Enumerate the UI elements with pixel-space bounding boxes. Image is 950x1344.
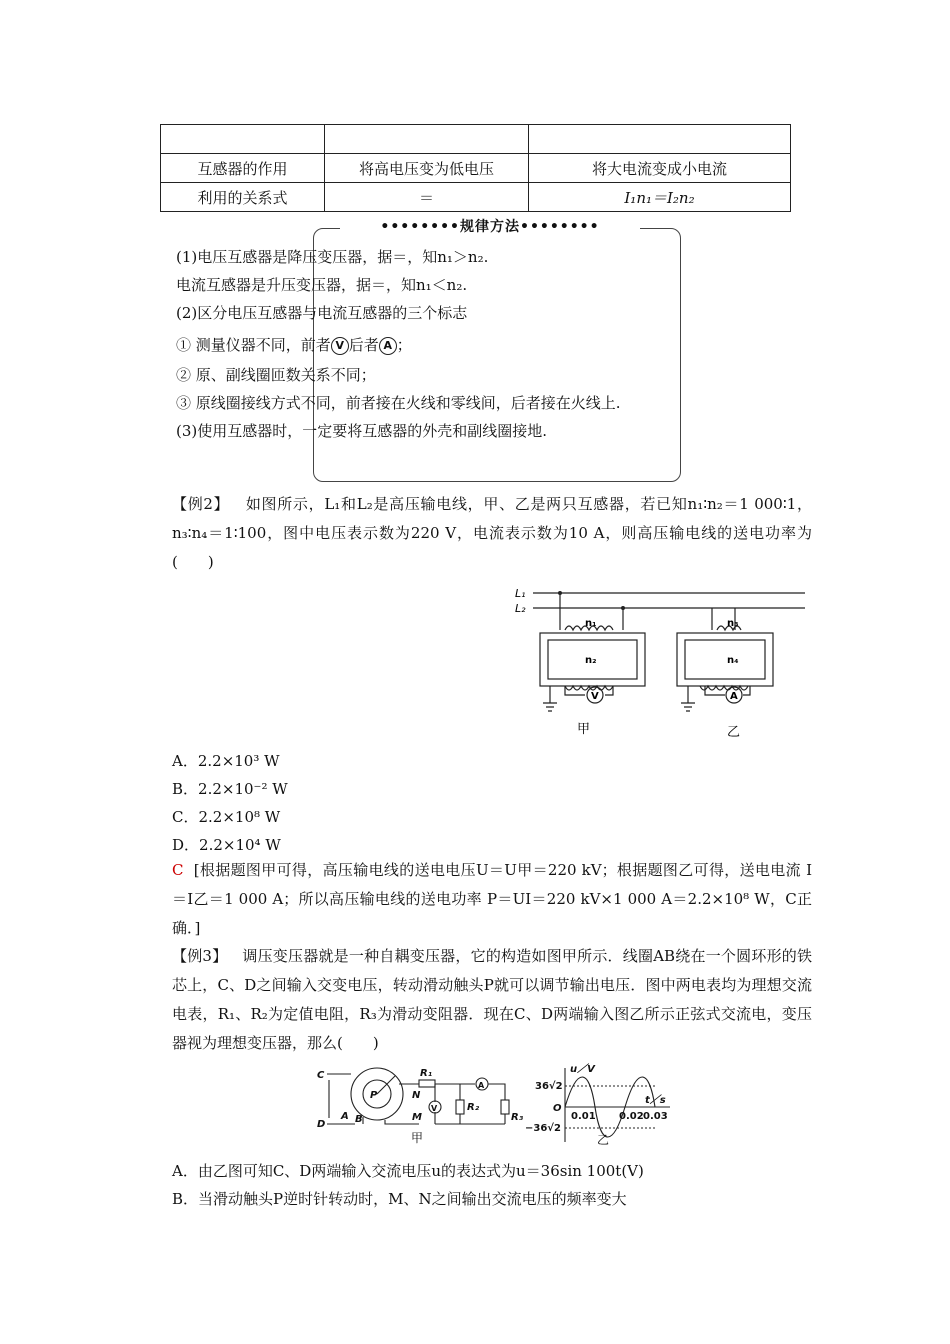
tick-label: 0.01 xyxy=(571,1111,596,1122)
method-text: ① 测量仪器不同，前者 xyxy=(176,336,331,354)
answer-text: [根据题图甲可得，高压输电线的送电电压U＝U甲＝220 kV；根据题图乙可得，送电电流 I＝I乙＝1 000 A；所以高压输电线的送电功率 P＝UI＝220 kV×1 000 A＝2.2×10⁸ W，C正确．] xyxy=(172,861,812,937)
fig-label: n₁ xyxy=(585,618,597,629)
voltmeter-icon: V xyxy=(331,337,349,355)
method-line: 电流互感器是升压变压器，据＝，知n₁＜n₂. xyxy=(176,276,468,294)
fig-label: n₃ xyxy=(727,618,739,629)
example2-label: 【例2】 xyxy=(172,495,230,513)
fig-caption: 乙 xyxy=(597,1133,610,1146)
voltmeter-icon: V xyxy=(591,691,599,702)
fig-label: R₃ xyxy=(511,1112,524,1123)
fig-label: R₂ xyxy=(467,1102,480,1113)
fig-label: R₁ xyxy=(420,1068,433,1079)
fig-label: L₁ xyxy=(515,587,526,600)
option: A．由乙图可知C、D两端输入交流电压u的表达式为u＝36sin 100t(V) xyxy=(172,1162,644,1180)
tick-label: 36√2 xyxy=(535,1081,563,1092)
table-cell: ＝ xyxy=(325,183,529,212)
tick-label: 0.02 xyxy=(619,1111,644,1122)
option: D．2.2×10⁴ W xyxy=(172,836,281,854)
table-row xyxy=(161,183,791,212)
method-text: ； xyxy=(396,336,412,354)
example2-paragraph xyxy=(172,490,812,577)
method-text: 后者 xyxy=(348,336,379,354)
example2-figure xyxy=(505,578,825,743)
example3-paragraph xyxy=(172,942,812,1058)
method-line: (2)区分电压互感器与电流互感器的三个标志 xyxy=(176,304,468,322)
fig-label: B xyxy=(355,1114,363,1125)
table-row xyxy=(161,154,791,183)
ammeter-icon: A xyxy=(379,337,397,355)
example3-label: 【例3】 xyxy=(172,947,228,965)
method-line xyxy=(176,334,412,356)
table-cell xyxy=(325,125,529,154)
fig-label: L₂ xyxy=(515,602,526,615)
answer-letter: C xyxy=(172,861,184,879)
fig-caption: 甲 xyxy=(411,1131,424,1145)
fig-label: C xyxy=(317,1070,325,1081)
table-cell: 利用的关系式 xyxy=(161,183,325,212)
axis-label: u／V xyxy=(570,1064,595,1075)
example3-text: 调压变压器就是一种自耦变压器，它的构造如图甲所示．线圈AB绕在一个圆环形的铁芯上，C、D之间输入交变电压，转动滑动触头P就可以调节输出电压．图中两电表均为理想交流电表，R₁、R₂为定值电阻，R₃为滑动变阻器．现在C、D两端输入图乙所示正弦式交流电，变压器视为理想变压器，那么( ) xyxy=(172,947,813,1052)
method-line: (3)使用互感器时，一定要将互感器的外壳和副线圈接地. xyxy=(176,422,548,440)
tick-label: −36√2 xyxy=(525,1123,561,1134)
voltmeter-icon: V xyxy=(431,1104,438,1113)
fig-label: M xyxy=(412,1112,422,1123)
ammeter-icon: A xyxy=(730,691,738,702)
fig-caption: 乙 xyxy=(727,725,741,740)
option: B．2.2×10⁻² W xyxy=(172,780,288,798)
method-line: ② 原、副线圈匝数关系不同； xyxy=(176,366,376,384)
fig-label: D xyxy=(317,1119,326,1130)
tick-label: O xyxy=(553,1103,562,1114)
fig-label: n₂ xyxy=(585,655,597,666)
table-cell: 将高电压变为低电压 xyxy=(325,154,529,183)
tick-label: 0.03 xyxy=(643,1111,668,1122)
transformer-table xyxy=(160,124,791,212)
fig-caption: 甲 xyxy=(577,722,591,737)
method-line: ③ 原线圈接线方式不同，前者接在火线和零线间，后者接在火线上. xyxy=(176,394,621,412)
example3-figure xyxy=(315,1062,675,1146)
option: B．当滑动触头P逆时针转动时，M、N之间输出交流电压的频率变大 xyxy=(172,1190,627,1208)
fig-label: P xyxy=(370,1090,378,1101)
axis-label: t／s xyxy=(645,1095,666,1106)
method-line: (1)电压互感器是降压变压器，据＝，知n₁＞n₂. xyxy=(176,248,489,266)
example2-answer xyxy=(172,856,812,943)
method-box-title: ••••••••规律方法•••••••• xyxy=(340,216,640,236)
table-row xyxy=(161,125,791,154)
option: C．2.2×10⁸ W xyxy=(172,808,281,826)
example2-text: 如图所示，L₁和L₂是高压输电线，甲、乙是两只互感器，若已知n₁∶n₂＝1 000∶1，n₃∶n₄＝1∶100，图中电压表示数为220 V，电流表示数为10 A，则高压输电线的送电功率为( ) xyxy=(172,495,813,571)
table-cell: 互感器的作用 xyxy=(161,154,325,183)
fig-label: N xyxy=(412,1090,421,1101)
fig-label: n₄ xyxy=(727,655,739,666)
table-cell xyxy=(529,125,791,154)
table-cell: 将大电流变成小电流 xyxy=(529,154,791,183)
ammeter-icon: A xyxy=(478,1081,485,1090)
table-cell: I₁n₁＝I₂n₂ xyxy=(529,183,791,212)
option: A．2.2×10³ W xyxy=(172,752,280,770)
fig-label: A xyxy=(341,1111,349,1122)
table-cell xyxy=(161,125,325,154)
